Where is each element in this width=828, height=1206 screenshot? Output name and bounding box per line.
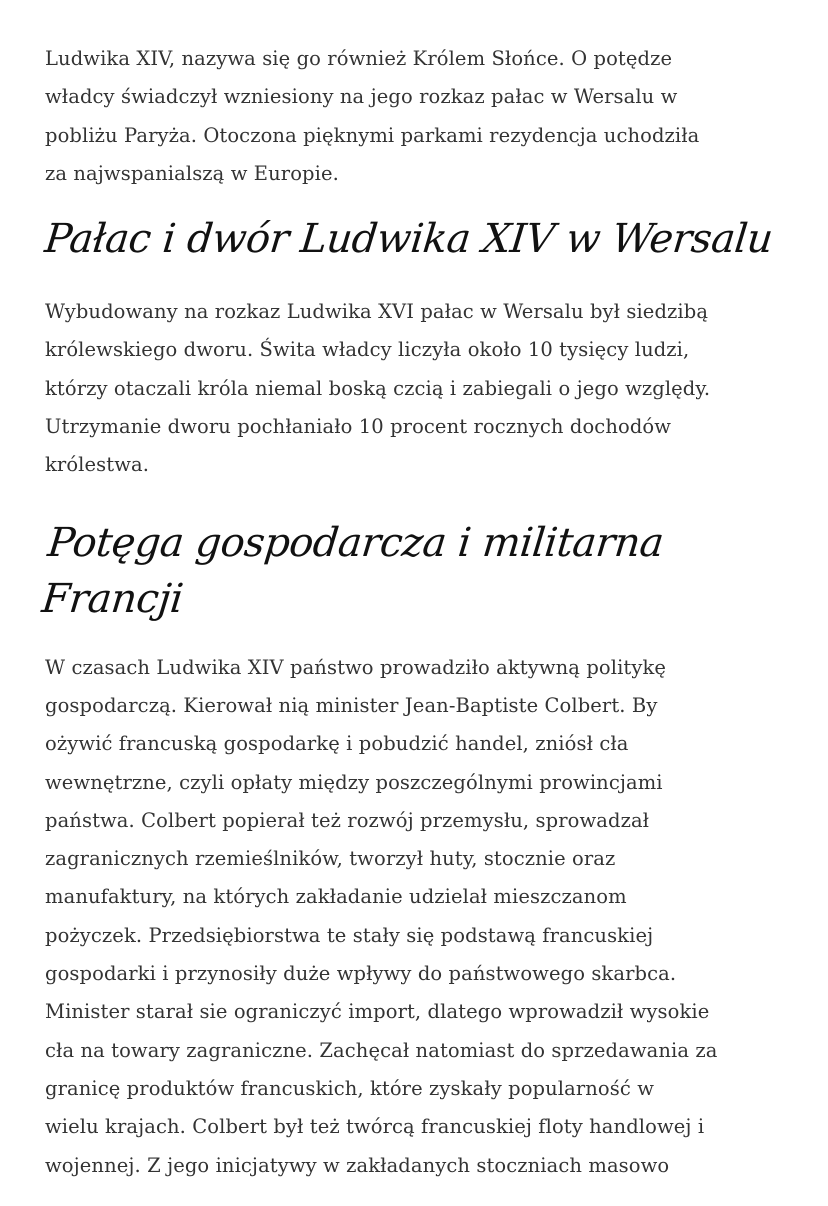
- power-line: ożywić francuską gospodarkę i pobudzić handel, zniósł cła: [45, 732, 629, 756]
- power-line: wojennej. Z jego inicjatywy w zakładanych stoczniach masowo: [45, 1153, 670, 1177]
- palace-paragraph: [45, 293, 795, 484]
- power-line: państwa. Colbert popierał też rozwój przemysłu, sprowadzał: [45, 808, 650, 832]
- intro-line: władcy świadczył wzniesiony na jego rozkaz pałac w Wersalu w: [45, 85, 678, 109]
- intro-line: Ludwika XIV, nazywa się go również Królem Słońce. O potędze: [45, 47, 673, 70]
- intro-line: pobliżu Paryża. Otoczona pięknymi parkami rezydencja uchodziła: [45, 123, 700, 147]
- power-line: cła na towary zagraniczne. Zachęcał natomiast do sprzedawania za: [45, 1038, 718, 1062]
- section-heading-power: Potęga gospodarcza i militarna Francji: [39, 519, 666, 622]
- palace-line: królewskiego dworu. Świta władcy liczyła około 10 tysięcy ludzi,: [45, 338, 690, 362]
- palace-line: którzy otaczali króla niemal boską czcią i zabiegali o jego względy.: [45, 376, 711, 400]
- power-line: pożyczek. Przedsiębiorstwa te stały się podstawą francuskiej: [45, 923, 654, 947]
- power-line: Minister starał sie ograniczyć import, dlatego wprowadził wysokie: [45, 1000, 710, 1024]
- power-line: wewnętrzne, czyli opłaty między poszczególnymi prowincjami: [45, 770, 663, 794]
- power-line: granicę produktów francuskich, które zyskały popularność w: [45, 1076, 654, 1100]
- power-paragraph: [45, 649, 795, 1185]
- palace-line: Wybudowany na rozkaz Ludwika XVI pałac w Wersalu był siedzibą: [45, 300, 709, 324]
- power-line: zagranicznych rzemieślników, tworzył huty, stocznie oraz: [45, 847, 616, 871]
- power-line: gospodarczą. Kierował nią minister Jean-Baptiste Colbert. By: [45, 693, 658, 717]
- power-line: gospodarki i przynosiły duże wpływy do państwowego skarbca.: [45, 962, 677, 986]
- power-line: wielu krajach. Colbert był też twórcą francuskiej floty handlowej i: [45, 1115, 705, 1139]
- power-line: manufaktury, na których zakładanie udzielał mieszczanom: [45, 885, 627, 909]
- power-line: W czasach Ludwika XIV państwo prowadziło aktywną politykę: [45, 655, 667, 679]
- palace-line: królestwa.: [45, 453, 150, 477]
- section-heading-palace: Pałac i dwór Ludwika XIV w Wersalu: [42, 216, 775, 263]
- intro-line: za najwspanialszą w Europie.: [45, 161, 339, 185]
- palace-line: Utrzymanie dworu pochłaniało 10 procent rocznych dochodów: [45, 415, 672, 439]
- document-page: [39, 40, 795, 1185]
- intro-paragraph: [45, 40, 795, 193]
